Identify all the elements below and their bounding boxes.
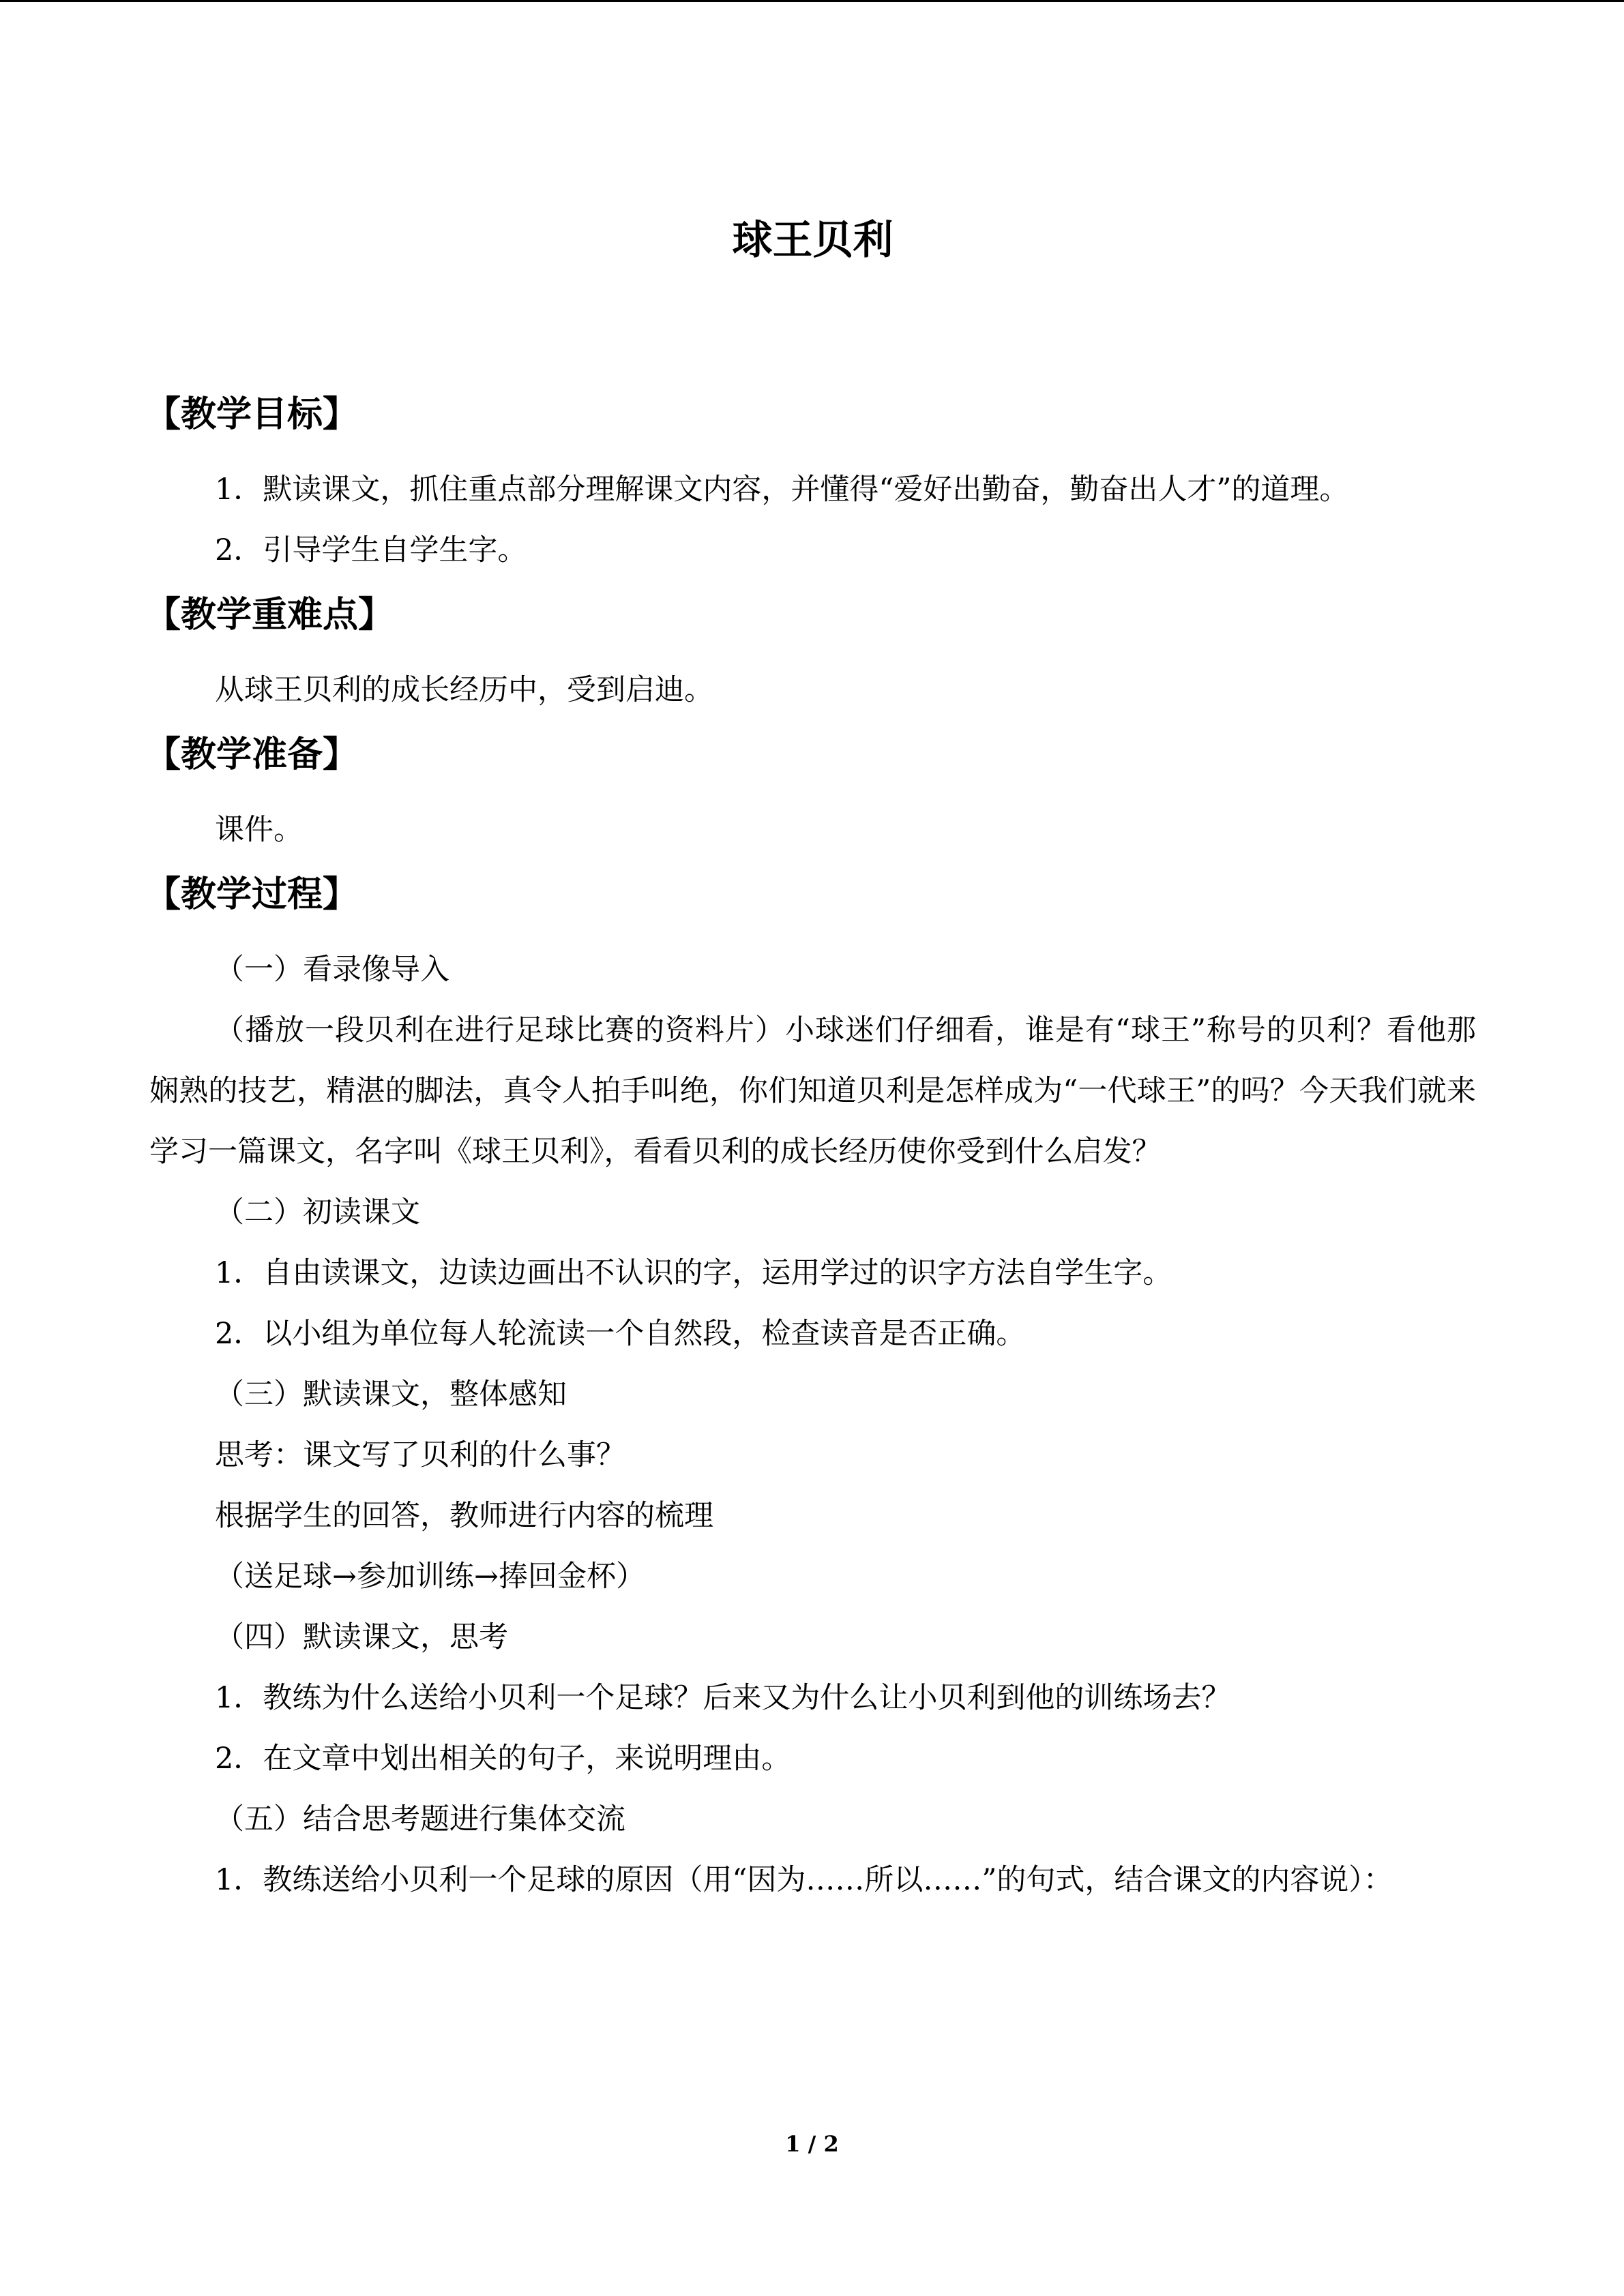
process-paragraph: （三）默读课文，整体感知 xyxy=(215,1377,567,1412)
process-paragraph: 1．自由读课文，边读边画出不认识的字，运用学过的识字方法自学生字。 xyxy=(215,1256,1172,1290)
process-paragraph: （二）初读课文 xyxy=(215,1195,420,1229)
process-paragraph: 2．以小组为单位每人轮流读一个自然段，检查读音是否正确。 xyxy=(215,1317,1026,1351)
process-paragraph: 根据学生的回答，教师进行内容的梳理 xyxy=(215,1499,713,1533)
document-page xyxy=(145,0,1476,2296)
section-heading-goals: 【教学目标】 xyxy=(145,394,359,435)
process-paragraph: （送足球→参加训练→捧回金杯） xyxy=(215,1560,646,1594)
process-paragraph: 1．教练为什么送给小贝利一个足球？后来又为什么让小贝利到他的训练场去？ xyxy=(215,1681,1231,1715)
document-body xyxy=(145,381,1476,1911)
process-paragraph: 2．在文章中划出相关的句子，来说明理由。 xyxy=(215,1742,791,1776)
section-heading-key-points: 【教学重难点】 xyxy=(145,595,394,636)
process-paragraph: （播放一段贝利在进行足球比赛的资料片）小球迷们仔细看，谁是有“球王”称号的贝利？看他那娴熟的技艺，精湛的脚法，真令人拍手叫绝，你们知道贝利是怎样成为“一代球王”的吗？今天我们就来学习一篇课文，名字叫《球王贝利》，看看贝利的成长经历使你受到什么启发？ xyxy=(149,1013,1476,1169)
goals-paragraph: 1．默读课文，抓住重点部分理解课文内容，并懂得“爱好出勤奋，勤奋出人才”的道理。 xyxy=(215,473,1349,507)
goals-paragraph: 2．引导学生自学生字。 xyxy=(215,533,527,567)
process-paragraph: （五）结合思考题进行集体交流 xyxy=(215,1802,625,1836)
process-paragraph: 思考：课文写了贝利的什么事？ xyxy=(215,1438,625,1472)
section-heading-process: 【教学过程】 xyxy=(145,874,359,915)
section-heading-preparation: 【教学准备】 xyxy=(145,734,359,775)
key-points-paragraph: 从球王贝利的成长经历中，受到启迪。 xyxy=(215,673,713,707)
process-paragraph: 1．教练送给小贝利一个足球的原因（用“因为……所以……”的句式，结合课文的内容说）： xyxy=(215,1863,1393,1897)
document-title: 球王贝利 xyxy=(732,216,894,263)
page-number: 1 / 2 xyxy=(785,2131,839,2157)
process-paragraph: （四）默读课文，思考 xyxy=(215,1620,508,1654)
process-paragraph: （一）看录像导入 xyxy=(215,953,449,987)
preparation-paragraph: 课件。 xyxy=(215,813,303,847)
